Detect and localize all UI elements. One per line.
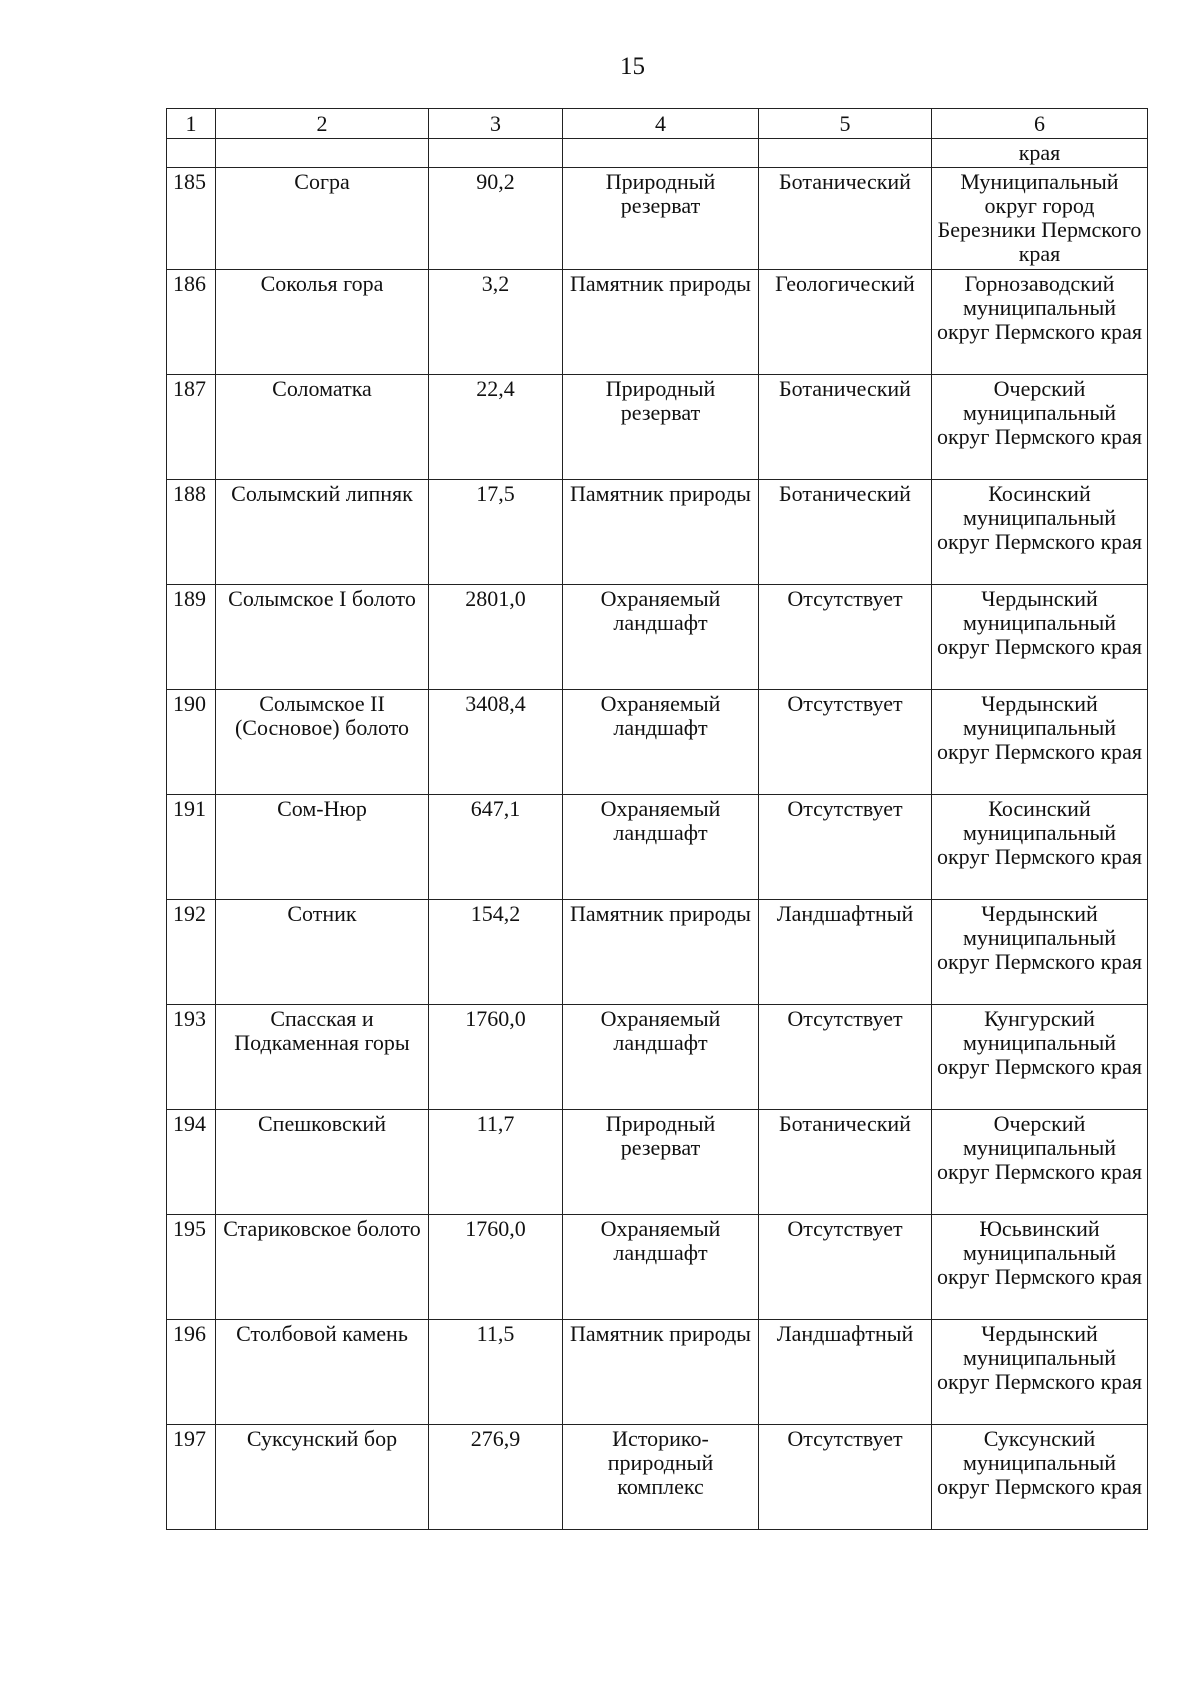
location-cell: Очерский муниципальный округ Пермского края xyxy=(932,375,1148,480)
location-cell: Чердынский муниципальный округ Пермского края xyxy=(932,585,1148,690)
row-number-cell: 186 xyxy=(167,270,216,375)
row-number-cell: 194 xyxy=(167,1110,216,1215)
name-cell: Согра xyxy=(216,168,429,270)
table-row xyxy=(167,690,1148,795)
name-cell: Столбовой камень xyxy=(216,1320,429,1425)
location-cell: Чердынский муниципальный округ Пермского края xyxy=(932,1320,1148,1425)
continuation-row xyxy=(167,139,1148,168)
profile-cell: Ботанический xyxy=(759,480,932,585)
profile-cell: Ботанический xyxy=(759,375,932,480)
profile-cell: Ландшафтный xyxy=(759,900,932,1005)
row-number-cell: 195 xyxy=(167,1215,216,1320)
category-cell: Охраняемый ландшафт xyxy=(563,690,759,795)
profile-cell: Отсутствует xyxy=(759,1005,932,1110)
area-cell: 11,7 xyxy=(429,1110,563,1215)
table-cell xyxy=(759,139,932,168)
category-cell: Охраняемый ландшафт xyxy=(563,585,759,690)
area-cell: 3408,4 xyxy=(429,690,563,795)
table-cell xyxy=(167,139,216,168)
table-row xyxy=(167,585,1148,690)
table-cell xyxy=(563,139,759,168)
table-row xyxy=(167,1005,1148,1110)
profile-cell: Ботанический xyxy=(759,168,932,270)
area-cell: 1760,0 xyxy=(429,1215,563,1320)
area-cell: 647,1 xyxy=(429,795,563,900)
name-cell: Сом-Нюр xyxy=(216,795,429,900)
profile-cell: Отсутствует xyxy=(759,1425,932,1530)
profile-cell: Ландшафтный xyxy=(759,1320,932,1425)
column-header: 4 xyxy=(563,109,759,139)
location-cell: Чердынский муниципальный округ Пермского края xyxy=(932,900,1148,1005)
page-number: 15 xyxy=(620,53,645,80)
area-cell: 17,5 xyxy=(429,480,563,585)
category-cell: Природный резерват xyxy=(563,375,759,480)
area-cell: 2801,0 xyxy=(429,585,563,690)
table-row xyxy=(167,1320,1148,1425)
table-row xyxy=(167,168,1148,270)
area-cell: 3,2 xyxy=(429,270,563,375)
location-cell: Кунгурский муниципальный округ Пермского края xyxy=(932,1005,1148,1110)
area-cell: 276,9 xyxy=(429,1425,563,1530)
table-row xyxy=(167,480,1148,585)
category-cell: Охраняемый ландшафт xyxy=(563,795,759,900)
table-row xyxy=(167,1215,1148,1320)
name-cell: Спасская и Подкаменная горы xyxy=(216,1005,429,1110)
row-number-cell: 188 xyxy=(167,480,216,585)
column-header: 6 xyxy=(932,109,1148,139)
table-row xyxy=(167,900,1148,1005)
row-number-cell: 190 xyxy=(167,690,216,795)
profile-cell: Отсутствует xyxy=(759,1215,932,1320)
location-cell: Муниципальный округ город Березники Пермского края xyxy=(932,168,1148,270)
category-cell: Природный резерват xyxy=(563,168,759,270)
row-number-cell: 191 xyxy=(167,795,216,900)
row-number-cell: 196 xyxy=(167,1320,216,1425)
location-cell: Юсьвинский муниципальный округ Пермского края xyxy=(932,1215,1148,1320)
name-cell: Солымское II (Сосновое) болото xyxy=(216,690,429,795)
location-cell: Косинский муниципальный округ Пермского края xyxy=(932,480,1148,585)
profile-cell: Ботанический xyxy=(759,1110,932,1215)
table-cell xyxy=(216,139,429,168)
protected-areas-table xyxy=(166,108,1148,1530)
table-row xyxy=(167,1110,1148,1215)
name-cell: Соломатка xyxy=(216,375,429,480)
table-row xyxy=(167,270,1148,375)
name-cell: Спешковский xyxy=(216,1110,429,1215)
category-cell: Природный резерват xyxy=(563,1110,759,1215)
location-cell: Чердынский муниципальный округ Пермского края xyxy=(932,690,1148,795)
name-cell: Солымское I болото xyxy=(216,585,429,690)
profile-cell: Отсутствует xyxy=(759,690,932,795)
column-header: 1 xyxy=(167,109,216,139)
table-row xyxy=(167,795,1148,900)
category-cell: Охраняемый ландшафт xyxy=(563,1005,759,1110)
area-cell: 1760,0 xyxy=(429,1005,563,1110)
row-number-cell: 189 xyxy=(167,585,216,690)
category-cell: Памятник природы xyxy=(563,270,759,375)
column-header: 2 xyxy=(216,109,429,139)
category-cell: Памятник природы xyxy=(563,480,759,585)
profile-cell: Отсутствует xyxy=(759,585,932,690)
table-row xyxy=(167,1425,1148,1530)
table-cell: края xyxy=(932,139,1148,168)
profile-cell: Отсутствует xyxy=(759,795,932,900)
name-cell: Сотник xyxy=(216,900,429,1005)
row-number-cell: 185 xyxy=(167,168,216,270)
name-cell: Суксунский бор xyxy=(216,1425,429,1530)
area-cell: 90,2 xyxy=(429,168,563,270)
category-cell: Памятник природы xyxy=(563,900,759,1005)
table-row xyxy=(167,375,1148,480)
column-number-row xyxy=(167,109,1148,139)
name-cell: Солымский липняк xyxy=(216,480,429,585)
area-cell: 11,5 xyxy=(429,1320,563,1425)
category-cell: Памятник природы xyxy=(563,1320,759,1425)
row-number-cell: 193 xyxy=(167,1005,216,1110)
category-cell: Охраняемый ландшафт xyxy=(563,1215,759,1320)
name-cell: Соколья гора xyxy=(216,270,429,375)
category-cell: Историко-природный комплекс xyxy=(563,1425,759,1530)
row-number-cell: 197 xyxy=(167,1425,216,1530)
column-header: 5 xyxy=(759,109,932,139)
location-cell: Суксунский муниципальный округ Пермского края xyxy=(932,1425,1148,1530)
name-cell: Стариковское болото xyxy=(216,1215,429,1320)
row-number-cell: 187 xyxy=(167,375,216,480)
location-cell: Очерский муниципальный округ Пермского края xyxy=(932,1110,1148,1215)
location-cell: Горнозаводский муниципальный округ Пермского края xyxy=(932,270,1148,375)
column-header: 3 xyxy=(429,109,563,139)
table-cell xyxy=(429,139,563,168)
profile-cell: Геологический xyxy=(759,270,932,375)
area-cell: 154,2 xyxy=(429,900,563,1005)
location-cell: Косинский муниципальный округ Пермского края xyxy=(932,795,1148,900)
row-number-cell: 192 xyxy=(167,900,216,1005)
area-cell: 22,4 xyxy=(429,375,563,480)
